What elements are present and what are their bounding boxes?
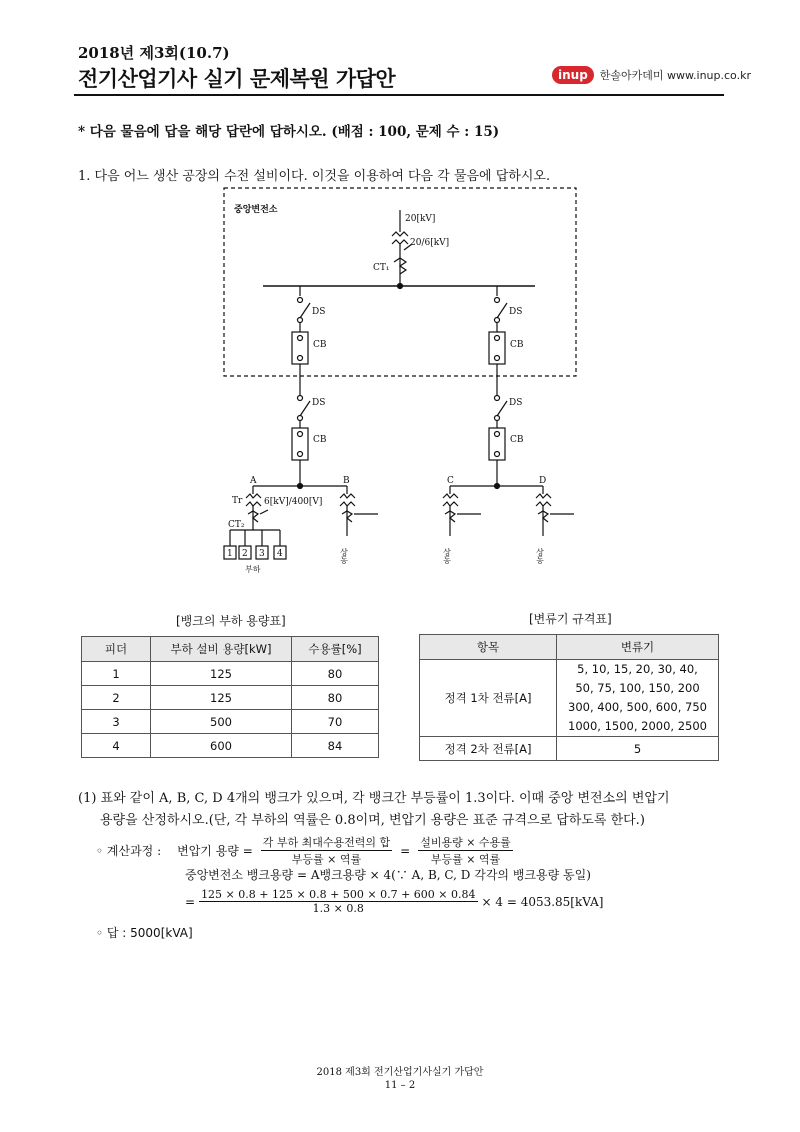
ct-rating-line: 5, 10, 15, 20, 30, 40, xyxy=(577,662,698,676)
fraction xyxy=(418,834,513,867)
bank-a-label: A xyxy=(250,476,257,486)
calc-label: ◦ 계산과정 : xyxy=(96,844,162,858)
table-cell: 500 xyxy=(151,710,292,734)
table-cell: 84 xyxy=(292,734,379,758)
ct-rating-line: 1000, 1500, 2000, 2500 xyxy=(568,719,707,733)
table2-header: 항목 xyxy=(420,635,557,660)
table-cell: 80 xyxy=(292,686,379,710)
load-box-1: 1 xyxy=(227,549,233,559)
bank-d-label: D xyxy=(539,476,547,486)
table-row xyxy=(82,686,379,710)
table-row xyxy=(82,710,379,734)
bank-c-label: C xyxy=(447,476,454,486)
calc-row-1 xyxy=(96,834,513,867)
table-cell: 125 xyxy=(151,686,292,710)
fraction-numerator: 각 부하 최대수용전력의 합 xyxy=(262,836,391,849)
table-cell: 정격 2차 전류[A] xyxy=(420,737,557,761)
cb-label: CB xyxy=(510,340,524,350)
main-tr-ratio: 20/6[kV] xyxy=(410,238,450,248)
same-label-d: 상동 xyxy=(535,548,545,564)
load-label: 부하 xyxy=(245,565,261,574)
calc-row-3 xyxy=(185,888,603,915)
tr2-ratio: 6[kV]/400[V] xyxy=(264,497,323,507)
page-number: 11 – 2 xyxy=(384,1080,416,1091)
table-cell: 80 xyxy=(292,662,379,686)
calc-row-2: 중앙변전소 뱅크용량 = A뱅크용량 × 4(∵ A, B, C, D 각각의 뱅크용량 동일) xyxy=(185,868,591,882)
page-title: 전기산업기사 실기 문제복원 가답안 xyxy=(78,67,396,91)
table-cell xyxy=(557,660,719,737)
ct2-label: CT₂ xyxy=(228,520,245,530)
cb-label: CB xyxy=(313,340,327,350)
table2-header: 변류기 xyxy=(557,635,719,660)
tr-label: Tr xyxy=(232,496,243,506)
table1-caption: [뱅크의 부하 용량표] xyxy=(176,614,286,628)
table-cell: 1 xyxy=(82,662,151,686)
same-label-c: 상동 xyxy=(442,548,452,564)
table-cell: 125 xyxy=(151,662,292,686)
table-cell: 2 xyxy=(82,686,151,710)
question-1: 1. 다음 어느 생산 공장의 수전 설비이다. 이것을 이용하여 다음 각 물음에 답하시오. xyxy=(78,169,551,184)
cb-label: CB xyxy=(313,435,327,445)
table2-caption: [변류기 규격표] xyxy=(529,612,612,626)
table1-header: 수용률[%] xyxy=(292,637,379,662)
fraction-numerator: 설비용량 × 수용률 xyxy=(420,836,511,849)
fraction-denominator: 부등률 × 역률 xyxy=(291,853,362,866)
table-row xyxy=(82,734,379,758)
cb-label: CB xyxy=(510,435,524,445)
table1-header: 부하 설비 용량[kW] xyxy=(151,637,292,662)
table-cell: 4 xyxy=(82,734,151,758)
ct-rating-line: 300, 400, 500, 600, 750 xyxy=(568,700,707,714)
ct-rating-line: 50, 75, 100, 150, 200 xyxy=(575,681,700,695)
ds-label: DS xyxy=(312,307,326,317)
subquestion-1-line2: 용량을 산정하시오.(단, 각 부하의 역률은 0.8이며, 변압기 용량은 표준 규격으로 답하도록 한다.) xyxy=(100,813,645,828)
load-box-4: 4 xyxy=(277,549,283,559)
table-row xyxy=(420,737,719,761)
table-cell: 정격 1차 전류[A] xyxy=(420,660,557,737)
same-label-b: 상동 xyxy=(339,548,349,564)
ct1-label: CT₁ xyxy=(373,263,390,273)
fraction xyxy=(261,834,392,867)
footer-title: 2018 제3회 전기산업기사실기 가답안 xyxy=(316,1067,484,1078)
bank-load-table xyxy=(81,636,379,758)
bank-b-label: B xyxy=(343,476,350,486)
station-label: 중앙변전소 xyxy=(234,205,278,215)
table-cell: 3 xyxy=(82,710,151,734)
table-cell: 5 xyxy=(557,737,719,761)
calc-prefix: 변압기 용량 = xyxy=(177,844,253,858)
table-row xyxy=(420,660,719,737)
fraction-denominator: 1.3 × 0.8 xyxy=(312,902,364,915)
table-cell: 70 xyxy=(292,710,379,734)
fraction xyxy=(199,888,477,915)
exam-session: 2018년 제3회(10.7) xyxy=(78,44,230,62)
voltage-top-label: 20[kV] xyxy=(405,214,436,224)
subquestion-1-line1: (1) 표와 같이 A, B, C, D 4개의 뱅크가 있으며, 각 뱅크간 부등률이 1.3이다. 이때 중앙 변전소의 변압기 xyxy=(78,791,670,806)
ct-spec-table xyxy=(419,634,719,761)
table-row xyxy=(82,662,379,686)
fraction-denominator: 부등률 × 역률 xyxy=(430,853,501,866)
equals-sign: = xyxy=(185,894,196,909)
table-cell: 600 xyxy=(151,734,292,758)
answer: ◦ 답 : 5000[kVA] xyxy=(96,926,193,940)
ds-label: DS xyxy=(509,307,523,317)
load-box-2: 2 xyxy=(242,549,248,559)
instructions: * 다음 물음에 답을 해당 답란에 답하시오. (배점 : 100, 문제 수 : 15) xyxy=(78,124,500,140)
ds-label: DS xyxy=(509,398,523,408)
ds-label: DS xyxy=(312,398,326,408)
table1-header: 피더 xyxy=(82,637,151,662)
logo-badge: inup xyxy=(552,66,594,84)
load-box-3: 3 xyxy=(259,549,265,559)
fraction-numerator: 125 × 0.8 + 125 × 0.8 + 500 × 0.7 + 600 × 0.84 xyxy=(201,888,476,901)
calc-result: × 4 = 4053.85[kVA] xyxy=(481,894,604,909)
equals-sign: = xyxy=(400,843,411,858)
logo-text: 한솔아카데미 www.inup.co.kr xyxy=(599,69,751,82)
